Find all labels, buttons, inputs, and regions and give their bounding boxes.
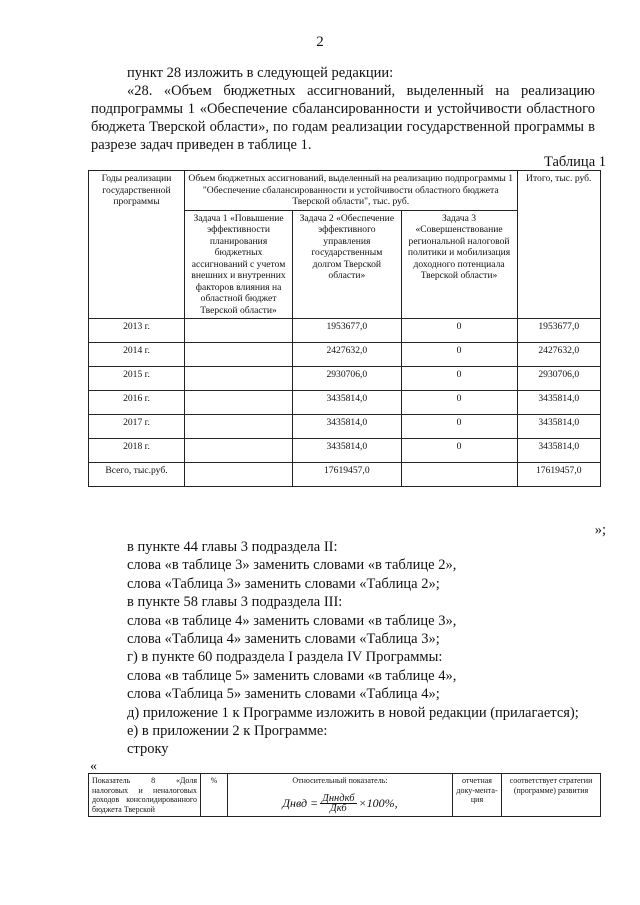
cell-task-1 [184, 439, 292, 463]
table-row [89, 415, 601, 439]
table-row [89, 367, 601, 391]
formula-numerator: Днндкб [322, 792, 355, 804]
edit-line: строку [127, 741, 169, 758]
cell-task-1 [184, 343, 292, 367]
indicator-unit: % [201, 774, 228, 817]
cell-task-2: 3435814,0 [293, 391, 401, 415]
edit-line: г) в пункте 60 подраздела I раздела IV Программы: [127, 649, 443, 666]
budget-table [88, 170, 601, 487]
indicator-source: отчетная доку-мента-ция [453, 774, 502, 817]
cell-task-2: 2427632,0 [293, 343, 401, 367]
table-row [89, 343, 601, 367]
cell-task-3: 0 [401, 367, 517, 391]
cell-total: 3435814,0 [517, 415, 601, 439]
intro-paragraph: «28. «Объем бюджетных ассигнований, выделенный на реализацию подпрограммы 1 «Обеспечение сбалансированности и устойчивости областного бюджета Тверской области», по годам реализации государственной программы в разрезе задач приведен в таблице 1. [91, 83, 595, 153]
edits-list [91, 538, 595, 759]
header-total: Итого, тыс. руб. [517, 171, 601, 319]
cell-task-2: 3435814,0 [293, 415, 401, 439]
edit-line: слова «в таблице 3» заменить словами «в таблице 2», [127, 557, 457, 574]
cell-task-3: 0 [401, 391, 517, 415]
cell-total: 3435814,0 [517, 439, 601, 463]
indicator-name: Показатель 8 «Доля налоговых и неналоговых доходов консолидированного бюджета Тверской [89, 774, 201, 817]
edit-line: д) приложение 1 к Программе изложить в новой редакции (прилагается); [127, 704, 579, 721]
edit-line: е) в приложении 2 к Программе: [127, 723, 328, 740]
cell-task-2: 2930706,0 [293, 367, 401, 391]
cell-year: Всего, тыс.руб. [89, 463, 185, 487]
cell-year: 2018 г. [89, 439, 185, 463]
cell-task-1 [184, 463, 292, 487]
cell-total: 2427632,0 [517, 343, 601, 367]
table-row [89, 439, 601, 463]
indicator-formula-cell [228, 774, 453, 817]
formula-lhs: Днвд = [282, 795, 319, 810]
edit-line: слова «Таблица 4» заменить словами «Таблица 3»; [127, 631, 440, 648]
cell-task-2: 1953677,0 [293, 319, 401, 343]
header-task-3: Задача 3 «Совершенствование региональной налоговой политики и мобилизация доходного потенциала Тверской области» [401, 210, 517, 319]
cell-year: 2016 г. [89, 391, 185, 415]
formula [231, 794, 449, 814]
table-row-total [89, 463, 601, 487]
cell-total: 1953677,0 [517, 319, 601, 343]
open-quote: « [90, 759, 97, 774]
table-row [89, 391, 601, 415]
edit-line: в пункте 58 главы 3 подраздела III: [127, 594, 343, 611]
edit-line: слова «Таблица 3» заменить словами «Таблица 2»; [127, 575, 440, 592]
cell-task-3: 0 [401, 343, 517, 367]
closing-quote: »; [594, 522, 606, 538]
cell-task-3: 0 [401, 415, 517, 439]
header-task-1: Задача 1 «Повышение эффективности планирования бюджетных ассигнований с учетом внешних и внутренних факторов влияния на областной бюджет Тверской области» [184, 210, 292, 319]
table-row [89, 319, 601, 343]
edit-line: в пункте 44 главы 3 подраздела II: [127, 539, 338, 555]
header-years: Годы реализации государственной программы [89, 171, 185, 319]
intro-line: пункт 28 изложить в следующей редакции: [127, 65, 394, 81]
page-number: 2 [316, 34, 324, 50]
cell-task-1 [184, 415, 292, 439]
edit-line: слова «в таблице 4» заменить словами «в таблице 3», [127, 612, 457, 629]
cell-task-2: 3435814,0 [293, 439, 401, 463]
edit-line: слова «в таблице 5» заменить словами «в таблице 4», [127, 667, 457, 684]
cell-year: 2015 г. [89, 367, 185, 391]
formula-title: Относительный показатель: [292, 776, 388, 785]
cell-total: 3435814,0 [517, 391, 601, 415]
cell-task-3: 0 [401, 319, 517, 343]
header-task-2: Задача 2 «Обеспечение эффективного управления государственным долгом Тверской области» [293, 210, 401, 319]
cell-task-2: 17619457,0 [293, 463, 401, 487]
cell-year: 2014 г. [89, 343, 185, 367]
formula-tail: ×100%, [358, 795, 398, 810]
cell-task-1 [184, 319, 292, 343]
table-caption: Таблица 1 [543, 154, 606, 170]
formula-denominator: Дкб [330, 803, 347, 814]
table-row [89, 774, 601, 817]
header-volume: Объем бюджетных ассигнований, выделенный на реализацию подпрограммы 1 "Обеспечение сбалансированности и устойчивости областного бюджета Тверской области", тыс. руб. [184, 171, 517, 211]
table-header-row [89, 171, 601, 211]
cell-total: 17619457,0 [517, 463, 601, 487]
indicator-note: соответствует стратегии (программе) развития [502, 774, 601, 817]
cell-task-3 [401, 463, 517, 487]
cell-task-3: 0 [401, 439, 517, 463]
edit-line: слова «Таблица 5» заменить словами «Таблица 4»; [127, 686, 440, 703]
cell-task-1 [184, 391, 292, 415]
formula-fraction [320, 794, 356, 814]
cell-year: 2013 г. [89, 319, 185, 343]
cell-task-1 [184, 367, 292, 391]
cell-total: 2930706,0 [517, 367, 601, 391]
cell-year: 2017 г. [89, 415, 185, 439]
indicator-table [88, 773, 601, 817]
